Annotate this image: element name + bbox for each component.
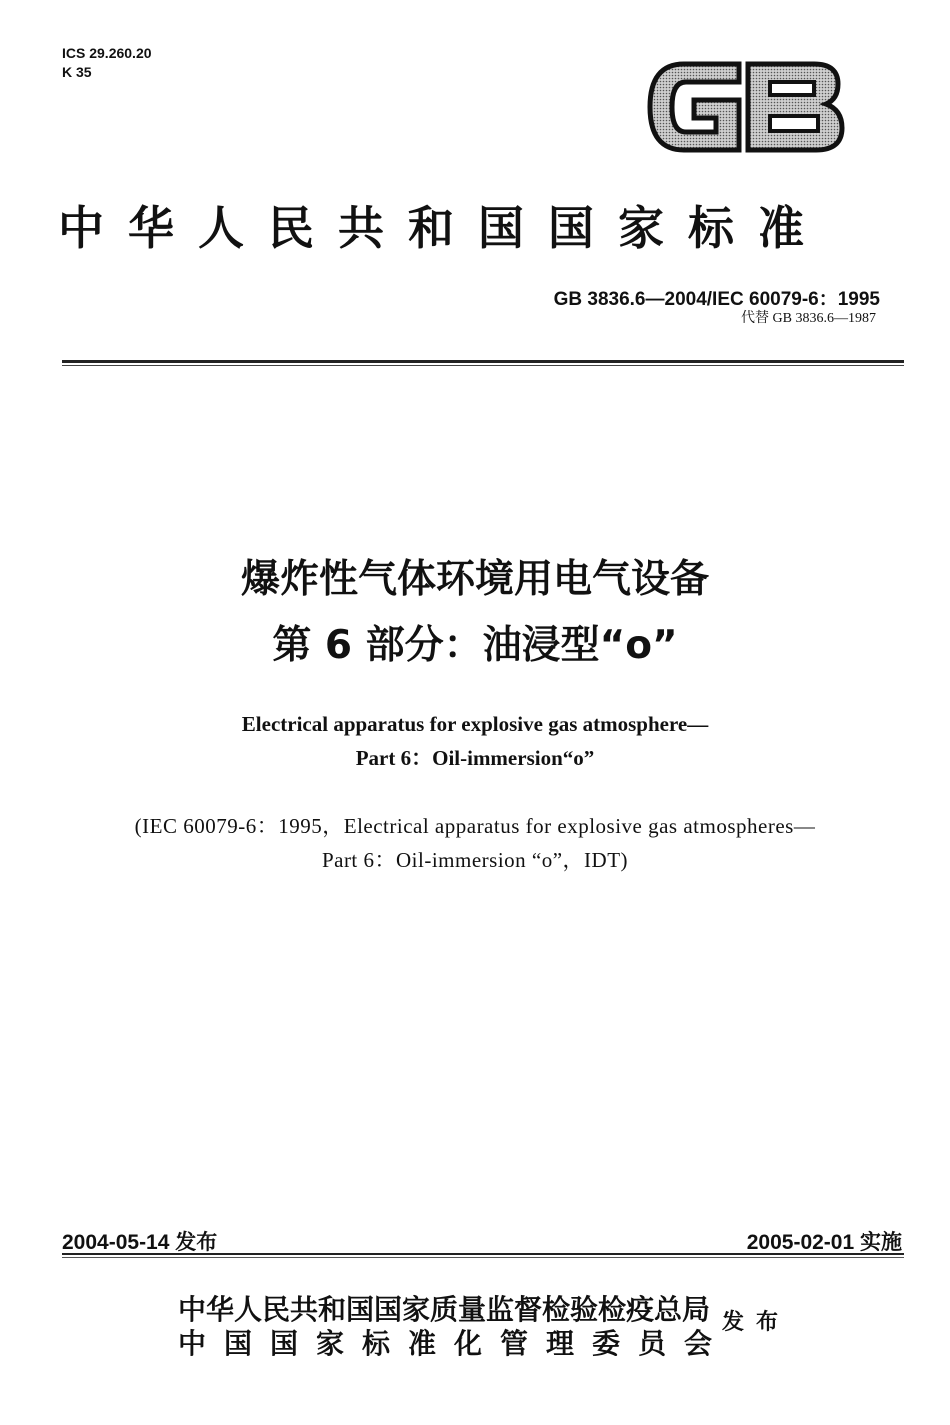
ccs-code: K 35 <box>62 64 92 80</box>
standard-type-title: 中华人民共和国国家标准 <box>58 201 828 255</box>
gb-logo <box>644 56 846 158</box>
english-title-line-1: Electrical apparatus for explosive gas atmosphere— <box>241 712 709 736</box>
implementation-date: 2005-02-01 实施 <box>746 1231 902 1254</box>
standard-number: GB 3836.6—2004/IEC 60079-6：1995 <box>553 289 880 310</box>
issue-date: 2004-05-14 发布 <box>62 1231 218 1254</box>
iec-reference-line-1: (IEC 60079-6：1995，Electrical apparatus for explosive gas atmospheres— <box>134 814 816 838</box>
chinese-title-line-1: 爆炸性气体环境用电气设备 <box>240 557 709 602</box>
header-divider <box>62 360 904 363</box>
issuer-aqsiq: 中华人民共和国国家质量监督检验检疫总局 <box>178 1293 711 1326</box>
ics-code: ICS 29.260.20 <box>62 45 152 61</box>
issuer-sac: 中国国家标准化管理委员会 <box>178 1327 731 1360</box>
iec-reference-line-2: Part 6：Oil-immersion “o”，IDT) <box>321 848 629 872</box>
classification-codes <box>62 44 152 82</box>
replaces-note: 代替 GB 3836.6—1987 <box>741 311 876 326</box>
footer-divider <box>62 1253 904 1255</box>
publish-label: 发布 <box>722 1310 791 1335</box>
header-divider-thin <box>62 365 904 366</box>
english-title-line-2: Part 6：Oil-immersion“o” <box>355 746 595 770</box>
footer-divider-thin <box>62 1257 904 1258</box>
chinese-title-line-2: 第 6 部分：油浸型“o” <box>272 623 678 668</box>
